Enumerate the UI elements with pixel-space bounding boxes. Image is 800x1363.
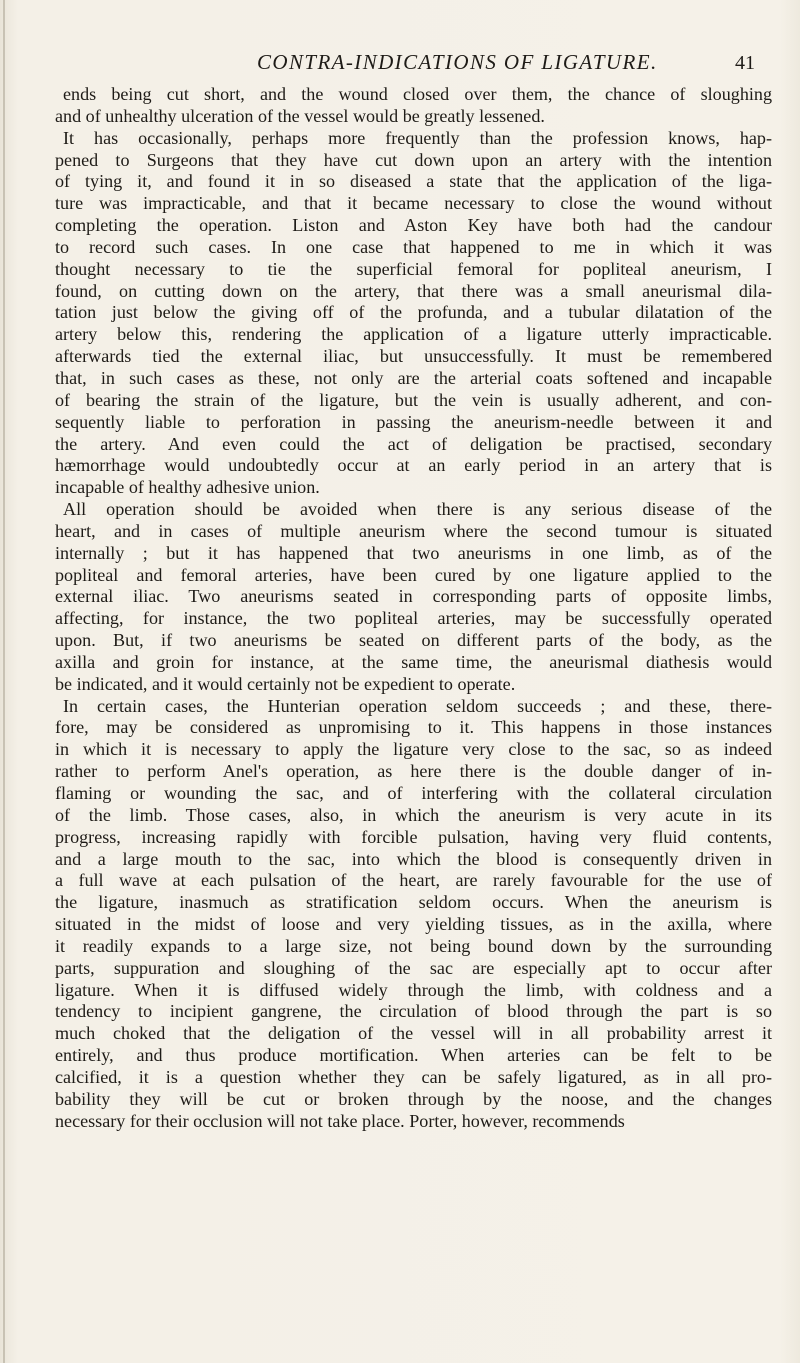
- text-line: ends being cut short, and the wound closed over them, the chance of sloughing: [63, 84, 772, 104]
- text-line: heart, and in cases of multiple aneurism where the second tumour is situated: [55, 520, 772, 541]
- text-line: be indicated, and it would certainly not be expedient to operate.: [55, 673, 516, 694]
- text-line: entirely, and thus produce mortification. When arteries can be felt to be: [55, 1045, 772, 1066]
- text-line: in which it is necessary to apply the ligature very close to the sac, so as indeed: [55, 739, 772, 760]
- text-line: fore, may be considered as unpromising to it. This happens in those instances: [55, 717, 772, 738]
- text-line: the ligature, inasmuch as stratification seldom occurs. When the aneurism is: [55, 892, 772, 913]
- page-gutter-edge: [3, 0, 5, 1363]
- text-line: external iliac. Two aneurisms seated in corresponding parts of opposite limbs,: [55, 586, 772, 607]
- text-line: it readily expands to a large size, not being bound down by the surrounding: [55, 935, 772, 956]
- text-line: bability they will be cut or broken through by the noose, and the changes: [55, 1088, 772, 1109]
- text-line: much choked that the deligation of the vessel will in all probability arrest it: [55, 1023, 772, 1044]
- text-line: situated in the midst of loose and very yielding tissues, as in the axilla, where: [55, 914, 772, 935]
- text-line: internally ; but it has happened that two aneurisms in one limb, as of the: [55, 542, 772, 563]
- text-line: popliteal and femoral arteries, have been cured by one ligature applied to the: [55, 564, 772, 585]
- page-number: 41: [735, 52, 755, 74]
- text-line: axilla and groin for instance, at the same time, the aneurismal diathesis would: [55, 651, 772, 672]
- text-line: calcified, it is a question whether they can be safely ligatured, as in all pro-: [55, 1066, 772, 1087]
- text-line: In certain cases, the Hunterian operation seldom succeeds ; and these, there-: [63, 695, 772, 716]
- text-line: necessary for their occlusion will not take place. Porter, however, recommends: [55, 1110, 625, 1131]
- text-line: upon. But, if two aneurisms be seated on different parts of the body, as the: [55, 630, 772, 651]
- text-line: flaming or wounding the sac, and of interfering with the collateral circulation: [55, 783, 772, 803]
- running-title: CONTRA-INDICATIONS OF LIGATURE.: [257, 50, 658, 74]
- text-line: found, on cutting down on the artery, that there was a small aneurismal dila-: [55, 280, 772, 301]
- body-text: [55, 84, 772, 1133]
- page-header: [257, 50, 777, 80]
- text-line: and a large mouth to the sac, into which the blood is consequently driven in: [55, 848, 772, 869]
- text-line: ligature. When it is diffused widely through the limb, with coldness and a: [55, 979, 772, 1000]
- text-line: artery below this, rendering the application of a ligature utterly impracticable.: [55, 324, 772, 345]
- text-line: of bearing the strain of the ligature, but the vein is usually adherent, and con-: [55, 389, 772, 410]
- text-line: tendency to incipient gangrene, the circulation of blood through the part is so: [55, 1001, 772, 1022]
- text-line: completing the operation. Liston and Aston Key have both had the candour: [55, 215, 772, 236]
- text-line: of the limb. Those cases, also, in which the aneurism is very acute in its: [55, 804, 772, 825]
- text-line: the artery. And even could the act of deligation be practised, secondary: [55, 433, 772, 454]
- text-line: and of unhealthy ulceration of the vessel would be greatly lessened.: [55, 105, 545, 126]
- text-line: parts, suppuration and sloughing of the sac are especially apt to occur after: [55, 957, 772, 978]
- text-line: hæmorrhage would undoubtedly occur at an early period in an artery that is: [55, 455, 772, 476]
- text-line: a full wave at each pulsation of the heart, are rarely favourable for the use of: [55, 870, 772, 891]
- text-line: of tying it, and found it in so diseased a state that the application of the liga-: [55, 171, 772, 192]
- text-line: All operation should be avoided when there is any serious disease of the: [63, 499, 772, 520]
- text-line: tation just below the giving off of the profunda, and a tubular dilatation of the: [55, 302, 772, 323]
- text-line: affecting, for instance, the two popliteal arteries, may be successfully operated: [55, 608, 772, 629]
- text-line: pened to Surgeons that they have cut down upon an artery with the intention: [55, 149, 772, 170]
- text-line: It has occasionally, perhaps more frequently than the profession knows, hap-: [63, 127, 772, 148]
- text-line: that, in such cases as these, not only are the arterial coats softened and incapable: [55, 367, 772, 388]
- text-line: afterwards tied the external iliac, but unsuccessfully. It must be remembered: [55, 346, 772, 367]
- text-line: to record such cases. In one case that happened to me in which it was: [55, 236, 772, 257]
- text-line: thought necessary to tie the superficial femoral for popliteal aneurism, I: [55, 258, 772, 279]
- text-line: progress, increasing rapidly with forcible pulsation, having very fluid contents,: [55, 826, 772, 847]
- text-line: sequently liable to perforation in passing the aneurism-needle between it and: [55, 411, 772, 432]
- text-line: ture was impracticable, and that it became necessary to close the wound without: [55, 193, 772, 214]
- text-line: incapable of healthy adhesive union.: [55, 477, 320, 498]
- text-line: rather to perform Anel's operation, as here there is the double danger of in-: [55, 761, 772, 782]
